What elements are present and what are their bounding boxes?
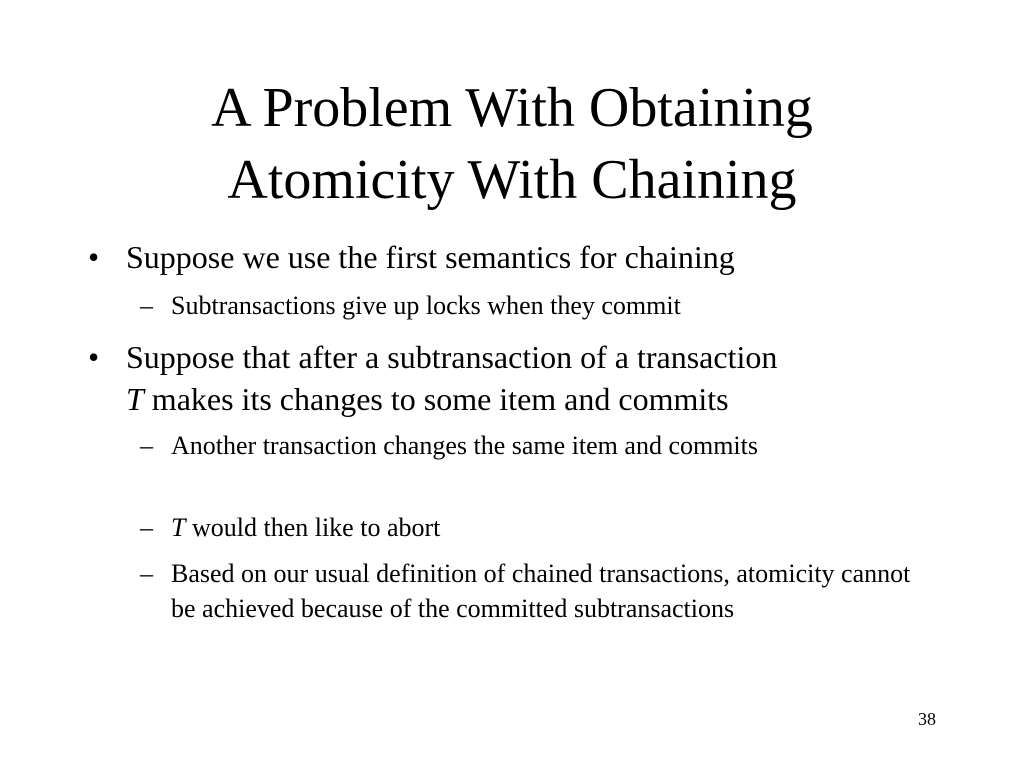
sub-bullet-text: Subtransactions give up locks when they commit	[171, 291, 681, 320]
bullet-marker: •	[88, 339, 100, 375]
bullet-text	[126, 336, 948, 420]
sub-bullet-marker: –	[140, 431, 153, 460]
sub-bullet-text: Based on our usual definition of chained transactions, atomicity cannot be achieved because of the committed subtransactions	[171, 559, 911, 623]
sub-bullet-text: Another transaction changes the same item and commits	[171, 431, 758, 460]
bullet-text-line-2: makes its changes to some item and commits	[143, 381, 729, 417]
title-line-1: A Problem With Obtaining	[211, 77, 813, 139]
variable-t: T	[171, 513, 186, 542]
bullet-item	[88, 236, 948, 278]
sub-bullet-item	[140, 510, 940, 545]
bullet-text: Suppose we use the first semantics for chaining	[126, 239, 735, 275]
sub-bullet-item	[140, 288, 940, 323]
sub-bullet-rest: would then like to abort	[185, 513, 441, 542]
bullet-item	[88, 336, 948, 420]
sub-bullet-marker: –	[140, 513, 153, 542]
sub-bullet-item	[140, 428, 940, 463]
variable-t: T	[126, 381, 144, 417]
sub-bullet-item	[140, 556, 940, 626]
bullet-marker: •	[88, 239, 100, 275]
slide-number: 38	[918, 709, 936, 729]
title-line-2: Atomicity With Chaining	[227, 149, 797, 211]
sub-bullet-marker: –	[140, 291, 153, 320]
sub-bullet-text	[171, 510, 940, 545]
slide-title	[60, 72, 964, 216]
sub-bullet-marker: –	[140, 559, 153, 588]
bullet-text-line-1: Suppose that after a subtransaction of a transaction	[126, 339, 778, 375]
